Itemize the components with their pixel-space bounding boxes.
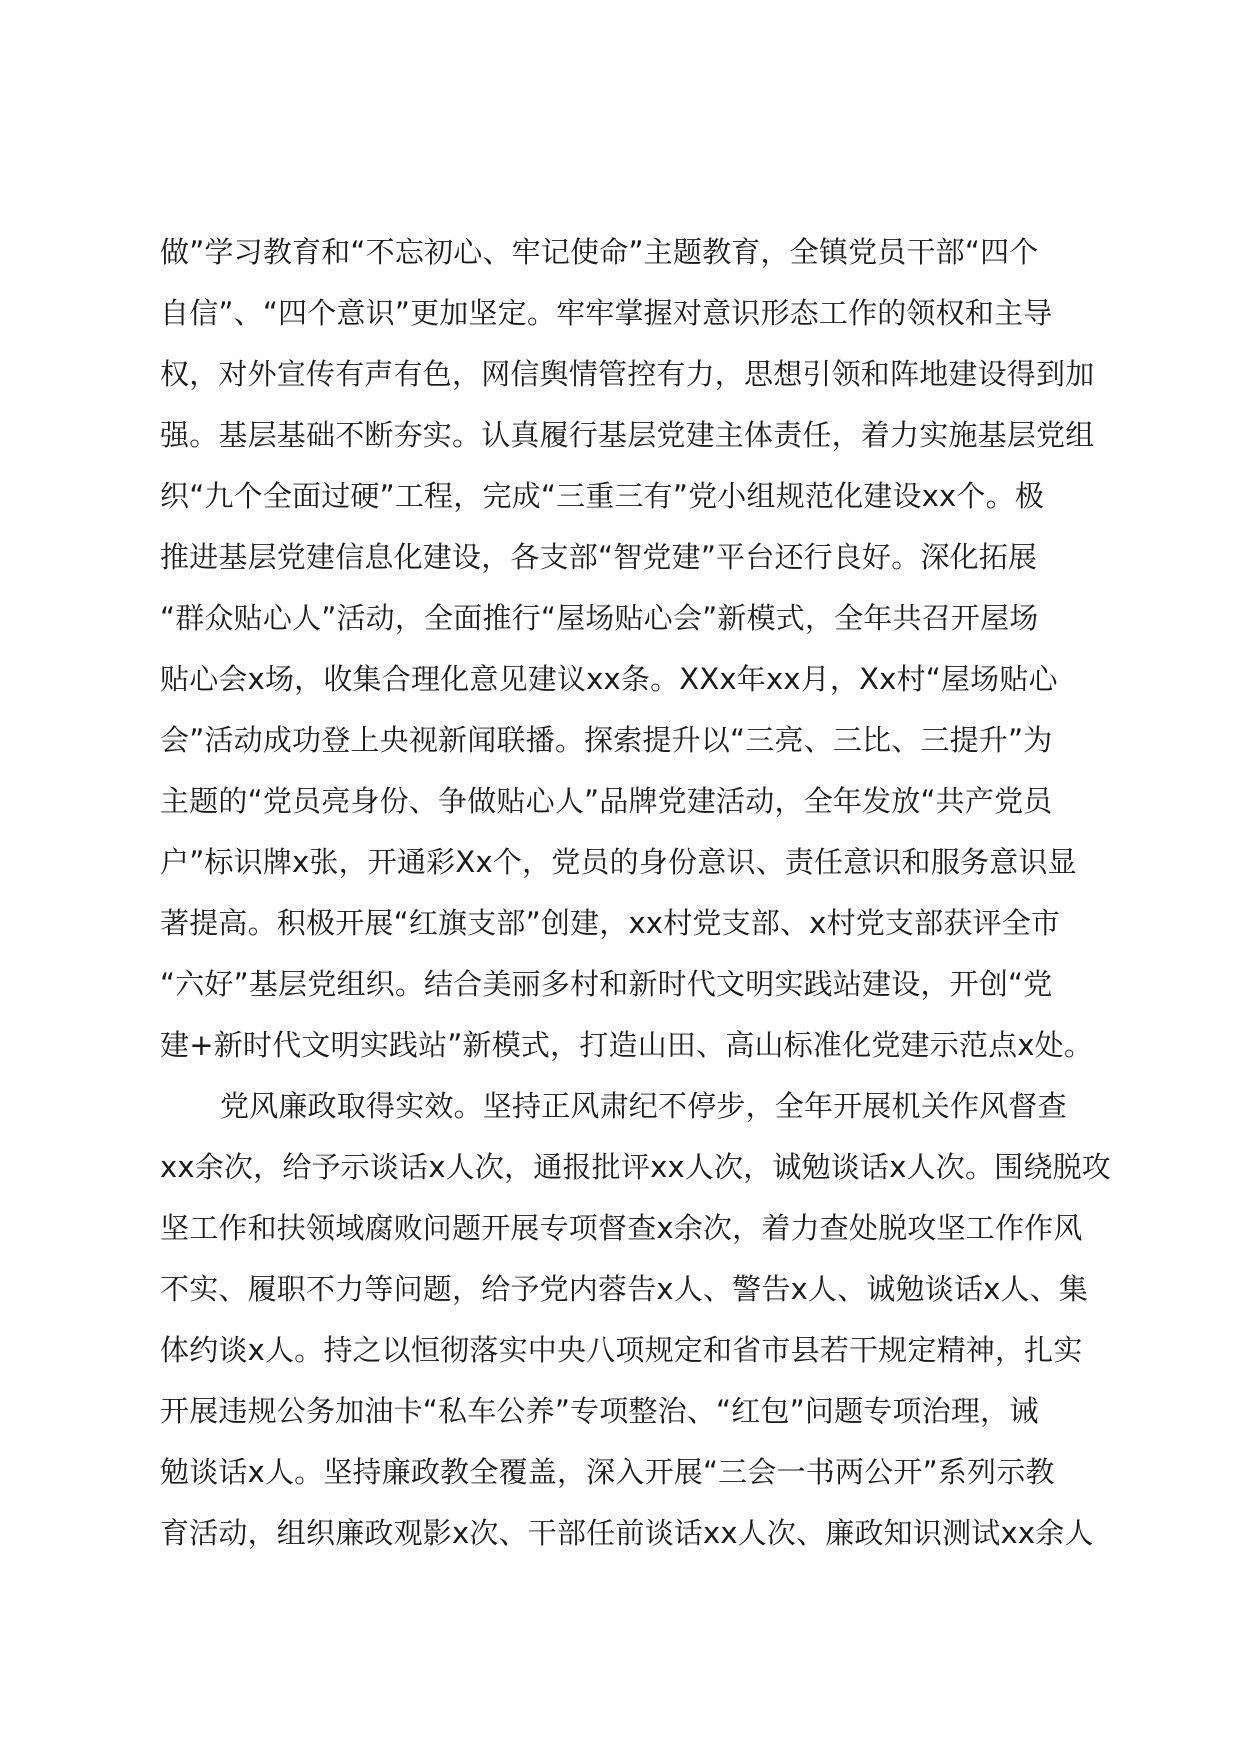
- text-line: 不实、履职不力等问题，给予党内蓉告x人、警告x人、诚勉谈话x人、集: [160, 1272, 1089, 1306]
- text-line: 著提高。积极开展“红旗支部”创建，xx村党支部、x村党支部获评全市: [160, 906, 1061, 940]
- text-line: 做”学习教育和“不忘初心、牢记使命”主题教育，全镇党员干部“四个: [160, 235, 1039, 269]
- text-line: 织“九个全面过硬”工程，完成“三重三有”党小组规范化建设xx个。极: [160, 479, 1045, 513]
- text-line: 自信”、“四个意识”更加坚定。牢牢掌握对意识形态工作的领权和主导: [160, 296, 1053, 330]
- text-line: 贴心会x场，收集合理化意见建议xx条。XXx年xx月，Xx村“屋场贴心: [160, 662, 1058, 696]
- text-line: 开展违规公务加油卡“私车公养”专项整治、“红包”问题专项治理，诫: [160, 1394, 1039, 1428]
- text-line: 育活动，组织廉政观影x次、干部任前谈话xx人次、廉政知识测试xx余人: [160, 1516, 1094, 1550]
- text-line: 体约谈x人。持之以恒彻落实中央八项规定和省市县若干规定精神，扎实: [160, 1333, 1083, 1367]
- text-line: 强。基层基础不断夯实。认真履行基层党建主体责任，着力实施基层党组: [160, 418, 1095, 452]
- text-line: 权，对外宣传有声有色，网信舆情管控有力，思想引领和阵地建设得到加: [160, 357, 1095, 391]
- body-text: [160, 222, 1111, 1564]
- paragraph-start-line: 党风廉政取得实效。坚持正风肃纪不停步，全年开展机关作风督查: [220, 1089, 1067, 1123]
- text-line: 建+新时代文明实践站”新模式，打造山田、高山标准化党建示范点x处。: [160, 1028, 1094, 1062]
- text-line: 户”标识牌x张，开通彩Xx个，党员的身份意识、责任意识和服务意识显: [160, 845, 1077, 879]
- text-line: 勉谈话x人。坚持廉政教全覆盖，深入开展“三会一书两公开”系列示教: [160, 1455, 1055, 1489]
- text-line: xx余次，给予示谈话x人次，通报批评xx人次，诚勉谈话x人次。围绕脱攻: [160, 1150, 1111, 1184]
- text-line: 推进基层党建信息化建设，各支部“智党建”平台还行良好。深化拓展: [160, 540, 1038, 574]
- text-line: 会”活动成功登上央视新闻联播。探索提升以“三亮、三比、三提升”为: [160, 723, 1053, 757]
- text-line: “群众贴心人”活动，全面推行“屋场贴心会”新模式，全年共召开屋场: [160, 601, 1039, 635]
- text-line: 坚工作和扶领域腐败问题开展专项督查x余次，着力查处脱攻坚工作作风: [160, 1211, 1083, 1245]
- text-line: 主题的“党员亮身份、争做贴心人”品牌党建活动，全年发放“共产党员: [160, 784, 1053, 818]
- text-line: “六好”基层党组织。结合美丽多村和新时代文明实践站建设，开创“党: [160, 967, 1053, 1001]
